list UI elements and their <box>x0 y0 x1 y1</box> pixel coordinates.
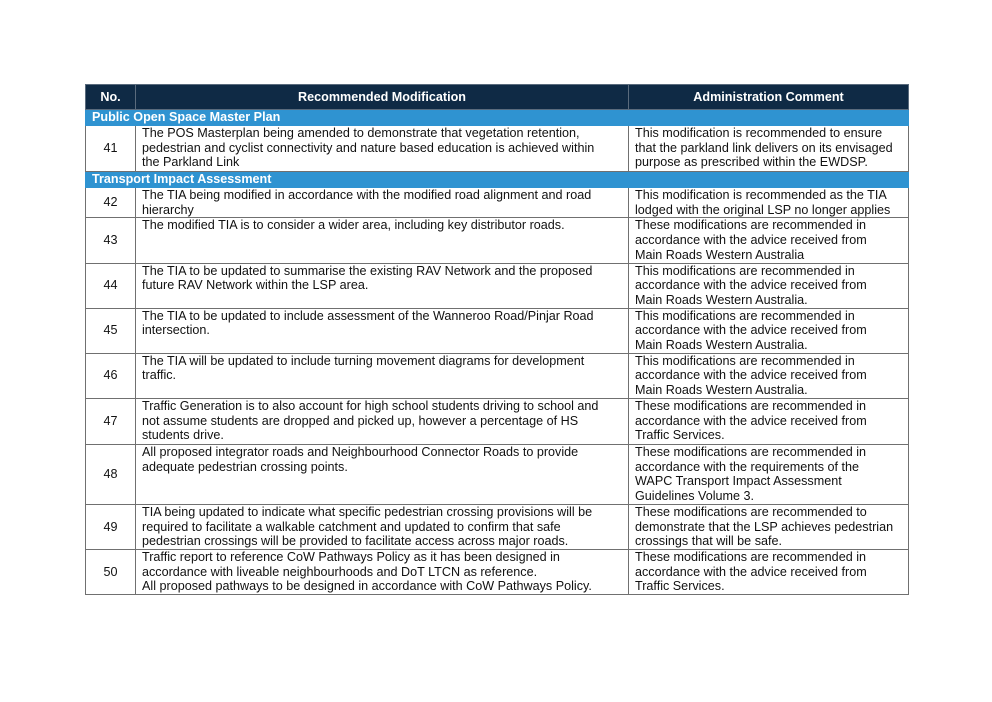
administration-comment <box>629 188 909 218</box>
header-no: No. <box>86 85 136 110</box>
comment-text-line: purpose as prescribed within the EWDSP. <box>635 155 868 170</box>
modification-text-line: Traffic report to reference CoW Pathways Policy as it has been designed in <box>142 549 560 564</box>
modification-text-line: required to facilitate a walkable catchment and updated to confirm that safe <box>142 519 561 534</box>
section-title: Public Open Space Master Plan <box>86 110 909 126</box>
table-body <box>86 110 909 595</box>
section-row <box>86 110 909 126</box>
item-number: 49 <box>86 504 136 549</box>
header-row <box>86 85 909 110</box>
recommended-modification <box>136 218 629 263</box>
table-header <box>86 85 909 110</box>
comment-text-line: accordance with the advice received from <box>635 278 867 293</box>
comment-text-line: lodged with the original LSP no longer applies <box>635 202 891 217</box>
comment-text-line: Main Roads Western Australia. <box>635 338 808 353</box>
comment-text-line: These modifications are recommended in <box>635 444 866 459</box>
modification-text-line: The TIA to be updated to summarise the existing RAV Network and the proposed <box>142 263 593 278</box>
administration-comment <box>629 126 909 172</box>
modification-text-line: Traffic Generation is to also account for high school students driving to school and <box>142 398 599 413</box>
comment-text-line: This modification is recommended to ensure <box>635 126 883 140</box>
comment-text-line: Main Roads Western Australia <box>635 247 805 262</box>
item-number: 42 <box>86 188 136 218</box>
administration-comment <box>629 504 909 549</box>
comment-text-line: accordance with the advice received from <box>635 413 867 428</box>
table-row <box>86 218 909 263</box>
comment-text-line: WAPC Transport Impact Assessment <box>635 474 842 489</box>
administration-comment <box>629 263 909 308</box>
section-title: Transport Impact Assessment <box>86 172 909 188</box>
modification-text-line: The TIA being modified in accordance with the modified road alignment and road <box>142 188 592 202</box>
administration-comment <box>629 444 909 504</box>
table-row <box>86 398 909 444</box>
item-number: 46 <box>86 353 136 398</box>
comment-text-line: accordance with the requirements of the <box>635 459 860 474</box>
modifications-table <box>85 84 909 595</box>
item-number: 43 <box>86 218 136 263</box>
modification-text-line: hierarchy <box>142 202 194 217</box>
comment-text-line: These modifications are recommended in <box>635 218 866 233</box>
administration-comment <box>629 353 909 398</box>
item-number: 47 <box>86 398 136 444</box>
modification-text-line: traffic. <box>142 368 177 383</box>
modification-text-line: the Parkland Link <box>142 155 240 170</box>
comment-text-line: This modifications are recommended in <box>635 308 855 323</box>
modification-text-line: The TIA will be updated to include turning movement diagrams for development <box>142 353 585 368</box>
modification-text-line: not assume students are dropped and picked up, however a percentage of HS <box>142 413 579 428</box>
comment-text-line: This modifications are recommended in <box>635 263 855 278</box>
table-row <box>86 444 909 504</box>
header-administration-comment: Administration Comment <box>629 85 909 110</box>
recommended-modification <box>136 504 629 549</box>
table-row <box>86 549 909 594</box>
modification-text-line: pedestrian and cyclist connectivity and nature based education is achieved within <box>142 140 595 155</box>
comment-text-line: Traffic Services. <box>635 579 725 594</box>
modification-text-line: future RAV Network within the LSP area. <box>142 278 369 293</box>
header-recommended-modification: Recommended Modification <box>136 85 629 110</box>
table-row <box>86 308 909 353</box>
comment-text-line: that the parkland link delivers on its envisaged <box>635 140 893 155</box>
recommended-modification <box>136 353 629 398</box>
item-number: 41 <box>86 126 136 172</box>
comment-text-line: accordance with the advice received from <box>635 323 867 338</box>
comment-text-line: Guidelines Volume 3. <box>635 488 755 503</box>
table-row <box>86 504 909 549</box>
recommended-modification <box>136 308 629 353</box>
administration-comment <box>629 218 909 263</box>
modification-text-line: accordance with liveable neighbourhoods and DoT LTCN as reference. <box>142 564 538 579</box>
comment-text-line: accordance with the advice received from <box>635 233 867 248</box>
comment-text-line: accordance with the advice received from <box>635 564 867 579</box>
comment-text-line: Main Roads Western Australia. <box>635 292 808 307</box>
modification-text-line: pedestrian crossings will be provided to facilitate access across major roads. <box>142 534 569 549</box>
item-number: 45 <box>86 308 136 353</box>
recommended-modification <box>136 263 629 308</box>
modification-text-line: All proposed integrator roads and Neighbourhood Connector Roads to provide <box>142 444 579 459</box>
administration-comment <box>629 549 909 594</box>
recommended-modification <box>136 549 629 594</box>
modification-text-line: All proposed pathways to be designed in accordance with CoW Pathways Policy. <box>142 579 592 594</box>
section-row <box>86 172 909 188</box>
modification-text-line: adequate pedestrian crossing points. <box>142 459 348 474</box>
modification-text-line: intersection. <box>142 323 210 338</box>
comment-text-line: demonstrate that the LSP achieves pedestrian <box>635 519 894 534</box>
comment-text-line: Main Roads Western Australia. <box>635 383 808 398</box>
modification-text-line: The modified TIA is to consider a wider area, including key distributor roads. <box>142 218 565 233</box>
recommended-modification <box>136 398 629 444</box>
comment-text-line: Traffic Services. <box>635 428 725 443</box>
recommended-modification <box>136 444 629 504</box>
comment-text-line: This modifications are recommended in <box>635 353 855 368</box>
modification-text-line: TIA being updated to indicate what specific pedestrian crossing provisions will be <box>142 504 593 519</box>
modification-text-line: students drive. <box>142 428 224 443</box>
comment-text-line: accordance with the advice received from <box>635 368 867 383</box>
administration-comment <box>629 398 909 444</box>
item-number: 50 <box>86 549 136 594</box>
recommended-modification <box>136 126 629 172</box>
table-row <box>86 126 909 172</box>
item-number: 44 <box>86 263 136 308</box>
modification-text-line: The POS Masterplan being amended to demonstrate that vegetation retention, <box>142 126 580 140</box>
table-row <box>86 263 909 308</box>
comment-text-line: This modification is recommended as the TIA <box>635 188 887 202</box>
table-row <box>86 188 909 218</box>
table-row <box>86 353 909 398</box>
comment-text-line: These modifications are recommended in <box>635 398 866 413</box>
modification-text-line: The TIA to be updated to include assessment of the Wanneroo Road/Pinjar Road <box>142 308 594 323</box>
recommended-modification <box>136 188 629 218</box>
item-number: 48 <box>86 444 136 504</box>
comment-text-line: These modifications are recommended to <box>635 504 867 519</box>
comment-text-line: These modifications are recommended in <box>635 549 866 564</box>
comment-text-line: crossings that will be safe. <box>635 534 782 549</box>
administration-comment <box>629 308 909 353</box>
